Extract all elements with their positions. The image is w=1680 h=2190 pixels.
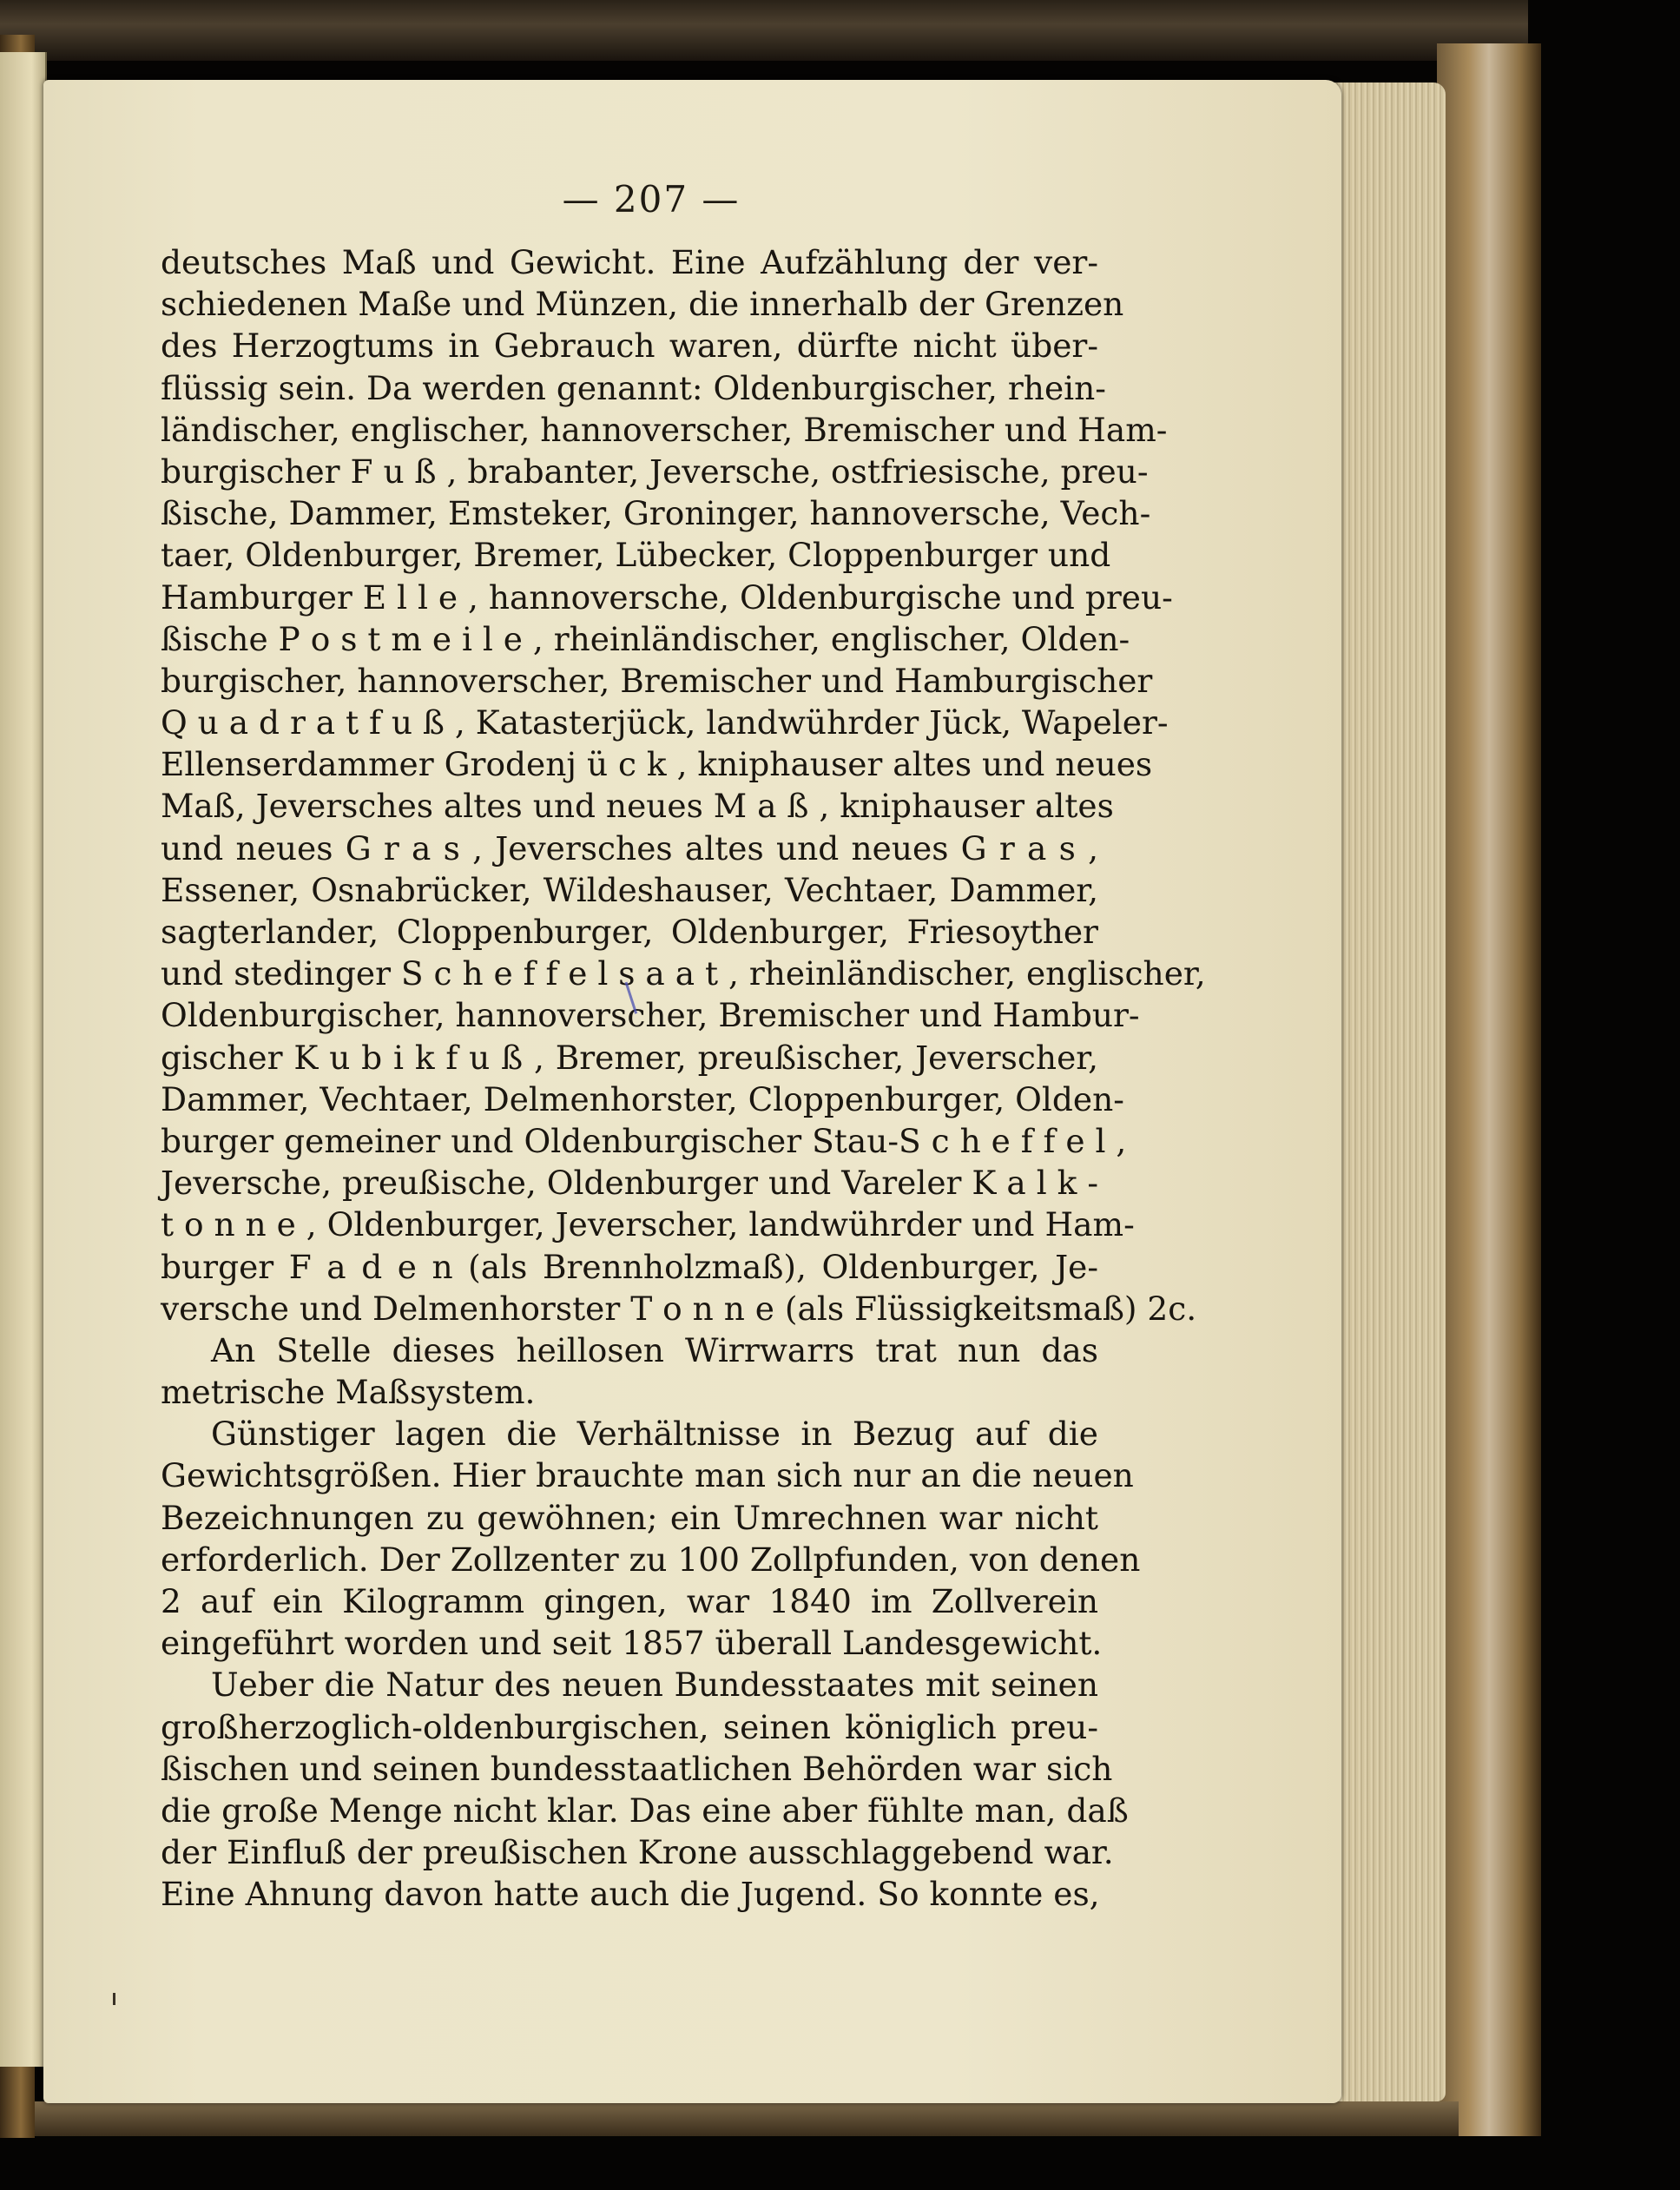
- text-line: ländischer, englischer, hannoverscher, Bremischer und Ham-: [161, 410, 1168, 449]
- text-line: sagterlander, Cloppenburger, Oldenburger, Friesoyther: [161, 913, 1098, 951]
- text-line: Q u a d r a t f u ß , Katasterjück, landwührder Jück, Wapeler-: [161, 703, 1169, 742]
- text-line: Gewichtsgrößen. Hier brauchte man sich nur an die neuen: [161, 1456, 1134, 1495]
- text-line: burgischer F u ß , brabanter, Jeversche, ostfriesische, preu-: [161, 452, 1149, 491]
- page-text: [161, 241, 1206, 1916]
- text-line: ßische P o s t m e i l e , rheinländischer, englischer, Olden-: [161, 619, 1130, 658]
- text-line: Ueber die Natur des neuen Bundesstaates mit seinen: [211, 1666, 1098, 1705]
- text-line: Oldenburgischer, hannoverscher, Bremischer und Hambur-: [161, 996, 1140, 1035]
- text-line: Dammer, Vechtaer, Delmenhorster, Cloppenburger, Olden-: [161, 1079, 1124, 1118]
- text-line: Eine Ahnung davon hatte auch die Jugend. So konnte es,: [161, 1875, 1100, 1914]
- text-line: Hamburger E l l e , hannoversche, Oldenburgische und preu-: [161, 577, 1173, 617]
- text-line: schiedenen Maße und Münzen, die innerhalb der Grenzen: [161, 285, 1124, 324]
- text-line: und stedinger S c h e f f e l s a a t , rheinländischer, englischer,: [161, 954, 1206, 993]
- text-line: des Herzogtums in Gebrauch waren, dürfte nicht über-: [161, 327, 1098, 366]
- text-line: erforderlich. Der Zollzenter zu 100 Zollpfunden, von denen: [161, 1540, 1141, 1579]
- text-line: Bezeichnungen zu gewöhnen; ein Umrechnen war nicht: [161, 1498, 1098, 1537]
- text-line: der Einfluß der preußischen Krone ausschlaggebend war.: [161, 1833, 1114, 1872]
- text-line: versche und Delmenhorster T o n n e (als Flüssigkeitsmaß) 2c.: [161, 1289, 1197, 1328]
- text-line: deutsches Maß und Gewicht. Eine Aufzählung der ver-: [161, 243, 1098, 281]
- text-line: burger F a d e n (als Brennholzmaß), Oldenburger, Je-: [161, 1247, 1098, 1286]
- text-line: eingeführt worden und seit 1857 überall Landesgewicht.: [161, 1624, 1103, 1663]
- text-line: Jeversche, preußische, Oldenburger und Vareler K a l k -: [161, 1164, 1098, 1203]
- text-line: burgischer, hannoverscher, Bremischer und Hamburgischer: [161, 661, 1153, 700]
- text-line: Maß, Jeversches altes und neues M a ß , kniphauser altes: [161, 787, 1114, 826]
- margin-speck: [113, 1993, 115, 2005]
- book-bottom-edge: [35, 2101, 1459, 2136]
- page-stack-edges: [1333, 82, 1446, 2101]
- text-line: Ellenserdammer Grodenj ü c k , kniphauser altes und neues: [161, 745, 1153, 784]
- text-line: und neues G r a s , Jeversches altes und neues G r a s ,: [161, 828, 1098, 867]
- text-line: An Stelle dieses heillosen Wirrwarrs trat nun das: [211, 1330, 1098, 1369]
- text-line: Günstiger lagen die Verhältnisse in Bezug auf die: [211, 1415, 1098, 1454]
- text-line: ßische, Dammer, Emsteker, Groninger, hannoversche, Vech-: [161, 494, 1151, 533]
- book-cover-top-edge: [0, 0, 1528, 61]
- text-line: 2 auf ein Kilogramm gingen, war 1840 im Zollverein: [161, 1582, 1098, 1620]
- text-line: gischer K u b i k f u ß , Bremer, preußischer, Jeverscher,: [161, 1038, 1098, 1077]
- text-line: burger gemeiner und Oldenburgischer Stau-S c h e f f e l ,: [161, 1121, 1127, 1160]
- text-line: die große Menge nicht klar. Das eine aber fühlte man, daß: [161, 1791, 1129, 1830]
- previous-page-edge: [0, 52, 47, 2067]
- text-line: flüssig sein. Da werden genannt: Oldenburgischer, rhein-: [161, 368, 1106, 407]
- page-number: — 207 —: [562, 178, 741, 221]
- text-line: taer, Oldenburger, Bremer, Lübecker, Cloppenburger und: [161, 536, 1111, 575]
- text-line: Essener, Osnabrücker, Wildeshauser, Vechtaer, Dammer,: [161, 870, 1098, 909]
- text-line: großherzoglich-oldenburgischen, seinen königlich preu-: [161, 1707, 1098, 1746]
- book-cover-right-edge: [1437, 43, 1541, 2136]
- text-line: t o n n e , Oldenburger, Jeverscher, landwührder und Ham-: [161, 1205, 1135, 1244]
- text-line: ßischen und seinen bundesstaatlichen Behörden war sich: [161, 1749, 1113, 1788]
- text-line: metrische Maßsystem.: [161, 1373, 536, 1412]
